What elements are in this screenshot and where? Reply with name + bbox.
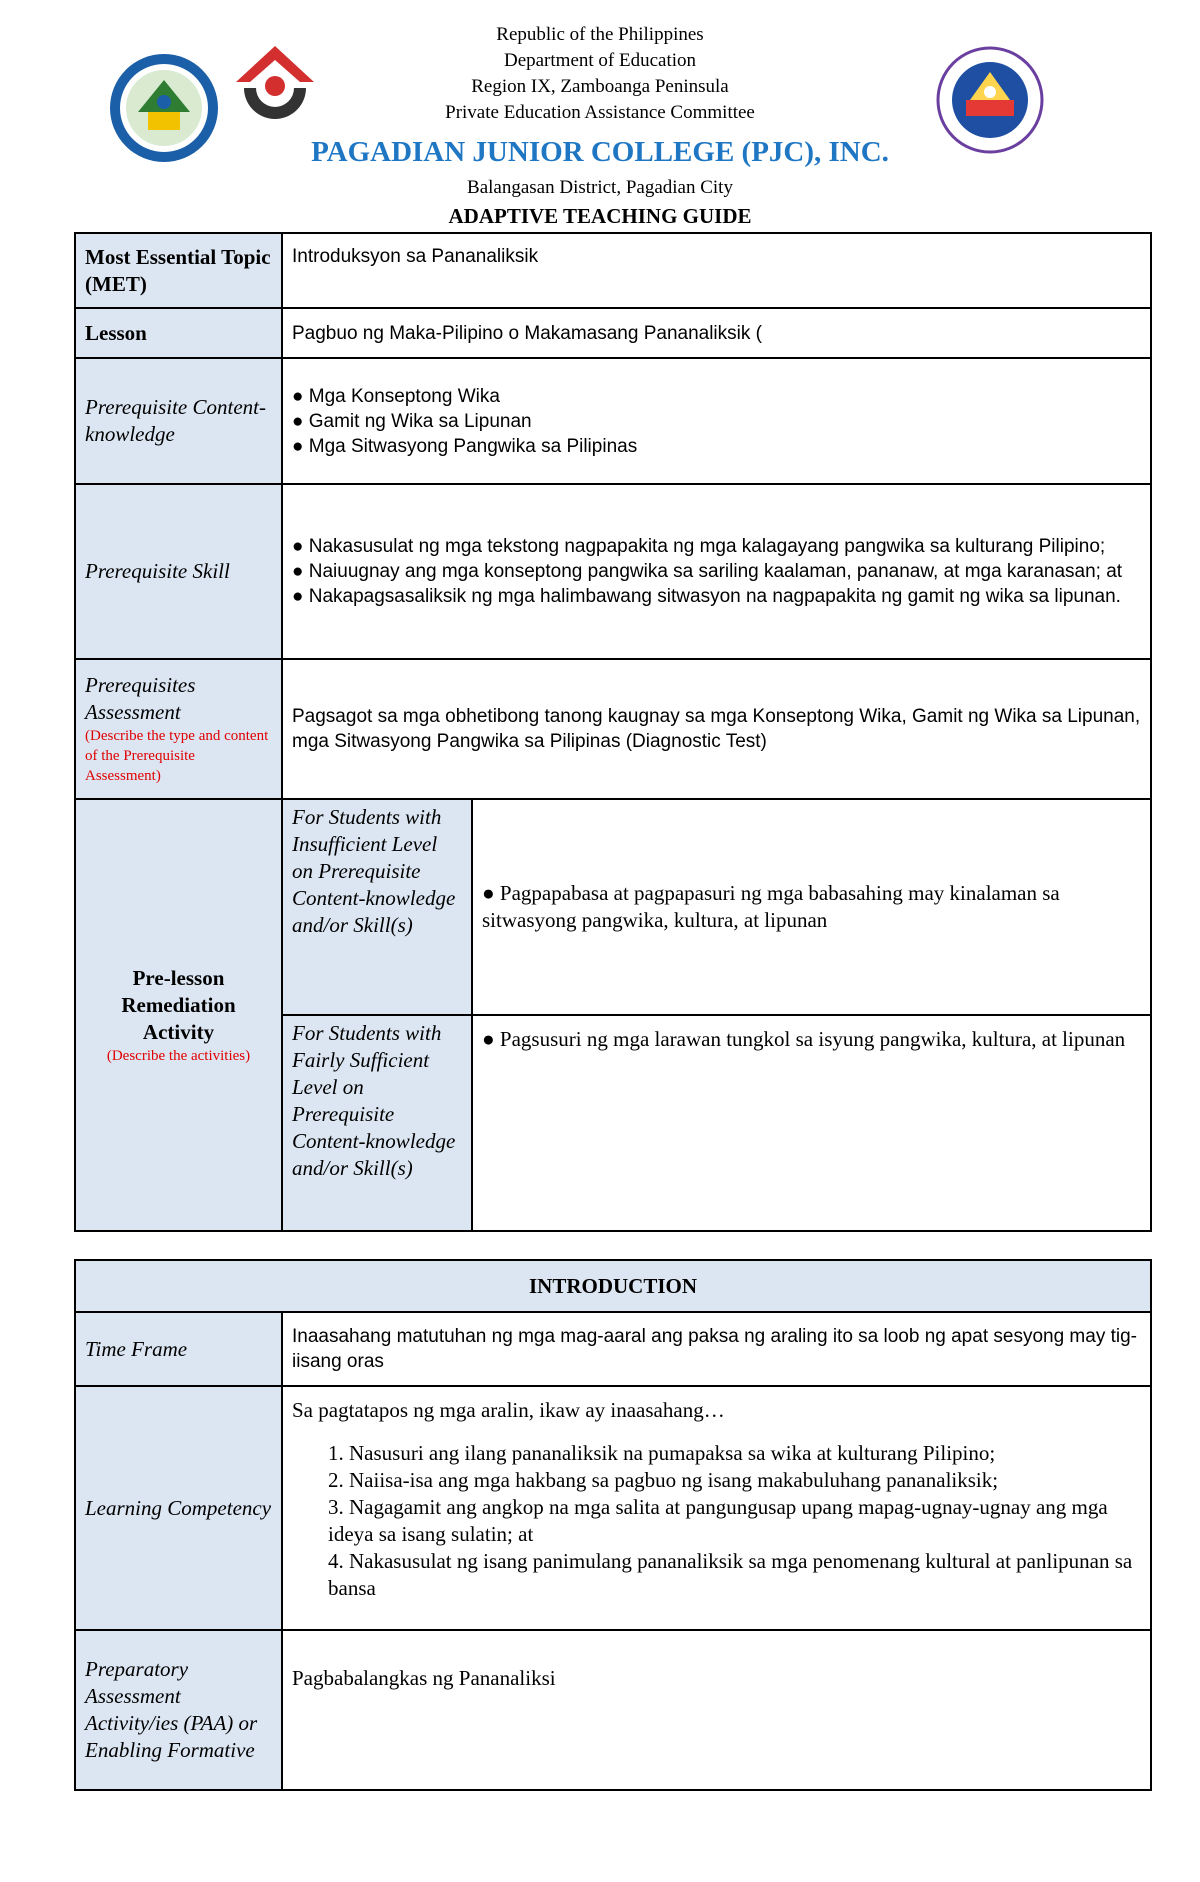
prereq-assessment-value: Pagsagot sa mga obhetibong tanong kaugnay sa mga Konseptong Wika, Gamit ng Wika sa Lipunan, mga Sitwasyong Pangwika sa Pilipinas (Diagnostic Test) (282, 659, 1151, 799)
prereq-assessment-note: (Describe the type and content of the Prerequisite Assessment) (85, 728, 269, 784)
competency-label: Learning Competency (75, 1386, 282, 1630)
time-frame-label: Time Frame (75, 1312, 282, 1386)
header-republic: Republic of the Philippines (496, 24, 704, 45)
school-name: PAGADIAN JUNIOR COLLEGE (PJC), INC. (311, 136, 889, 168)
competency-intro: Sa pagtatapos ng mga aralin, ikaw ay inaasahang… (292, 1398, 725, 1422)
remediation-note: (Describe the activities) (106, 1047, 251, 1064)
met-value: Introduksyon sa Pananaliksik (282, 233, 1151, 308)
fairly-value: ● Pagsusuri ng mga larawan tungkol sa isyung pangwika, kultura, at lipunan (472, 1015, 1151, 1231)
guide-title: ADAPTIVE TEACHING GUIDE (448, 204, 752, 228)
list-item: ● Nakapagsasaliksik ng mga halimbawang sitwasyon na nagpapakita ng gamit ng wika sa lipunan. (292, 586, 1121, 607)
school-address: Balangasan District, Pagadian City (467, 177, 733, 198)
list-item: 1. Nasusuri ang ilang pananaliksik na pumapaksa sa wika at kulturang Pilipino; (328, 1441, 996, 1465)
header-department: Department of Education (503, 50, 697, 71)
introduction-table (74, 1259, 1152, 1791)
insufficient-value: ● Pagpapabasa at pagpapasuri ng mga babasahing may kinalaman sa sitwasyong pangwika, kultura, at lipunan (472, 799, 1151, 1015)
prereq-assessment-label: Prerequisites Assessment (85, 673, 196, 724)
time-frame-value: Inaasahang matutuhan ng mga mag-aaral ang paksa ng araling ito sa loob ng apat sesyong may tig-iisang oras (282, 1312, 1151, 1386)
competency-cell (282, 1386, 1151, 1630)
list-item: ● Mga Sitwasyong Pangwika sa Pilipinas (292, 435, 638, 457)
remediation-cell (75, 799, 282, 1231)
prereq-skill-label: Prerequisite Skill (75, 484, 282, 659)
fairly-label: For Students with Fairly Sufficient Level on Prerequisite Content-knowledge and/or Skill(s) (282, 1015, 472, 1231)
met-label: Most Essential Topic (MET) (75, 233, 282, 308)
prereq-content-label: Prerequisite Content-knowledge (75, 358, 282, 484)
insufficient-label: For Students with Insufficient Level on Prerequisite Content-knowledge and/or Skill(s) (282, 799, 472, 1015)
list-item: ● Gamit ng Wika sa Lipunan (292, 410, 532, 432)
remediation-label: Pre-lesson Remediation Activity (121, 965, 236, 1044)
list-item: 3. Nagagamit ang angkop na mga salita at pangungusap upang mapag-ugnay-ugnay ang mga ideya sa isang sulatin; at (328, 1495, 1108, 1546)
prerequisite-table (74, 232, 1152, 1232)
lesson-value: Pagbuo ng Maka-Pilipino o Makamasang Pananaliksik ( (282, 308, 1151, 358)
prereq-content-list (282, 358, 1151, 484)
prereq-skill-list (282, 484, 1151, 659)
list-item: ● Mga Konseptong Wika (292, 385, 500, 407)
header-region: Region IX, Zamboanga Peninsula (471, 76, 729, 97)
prereq-assessment-cell (75, 659, 282, 799)
list-item: 4. Nakasusulat ng isang panimulang pananaliksik sa mga penomenang kultural at panlipunan sa bansa (328, 1549, 1133, 1600)
list-item: 2. Naiisa-isa ang mga hakbang sa pagbuo ng isang makabuluhang pananaliksik; (328, 1468, 999, 1492)
list-item: ● Naiuugnay ang mga konseptong pangwika sa sariling kaalaman, pananaw, at mga karanasan; at (292, 561, 1123, 582)
introduction-heading: INTRODUCTION (75, 1260, 1151, 1312)
paa-value: Pagbabalangkas ng Pananaliksi (282, 1630, 1151, 1790)
list-item: ● Nakasusulat ng mga tekstong nagpapakita ng mga kalagayang pangwika sa kulturang Pilipino; (292, 536, 1106, 557)
header-peac: Private Education Assistance Committee (445, 102, 755, 123)
lesson-label: Lesson (75, 308, 282, 358)
paa-label: Preparatory Assessment Activity/ies (PAA) or Enabling Formative (75, 1630, 282, 1790)
